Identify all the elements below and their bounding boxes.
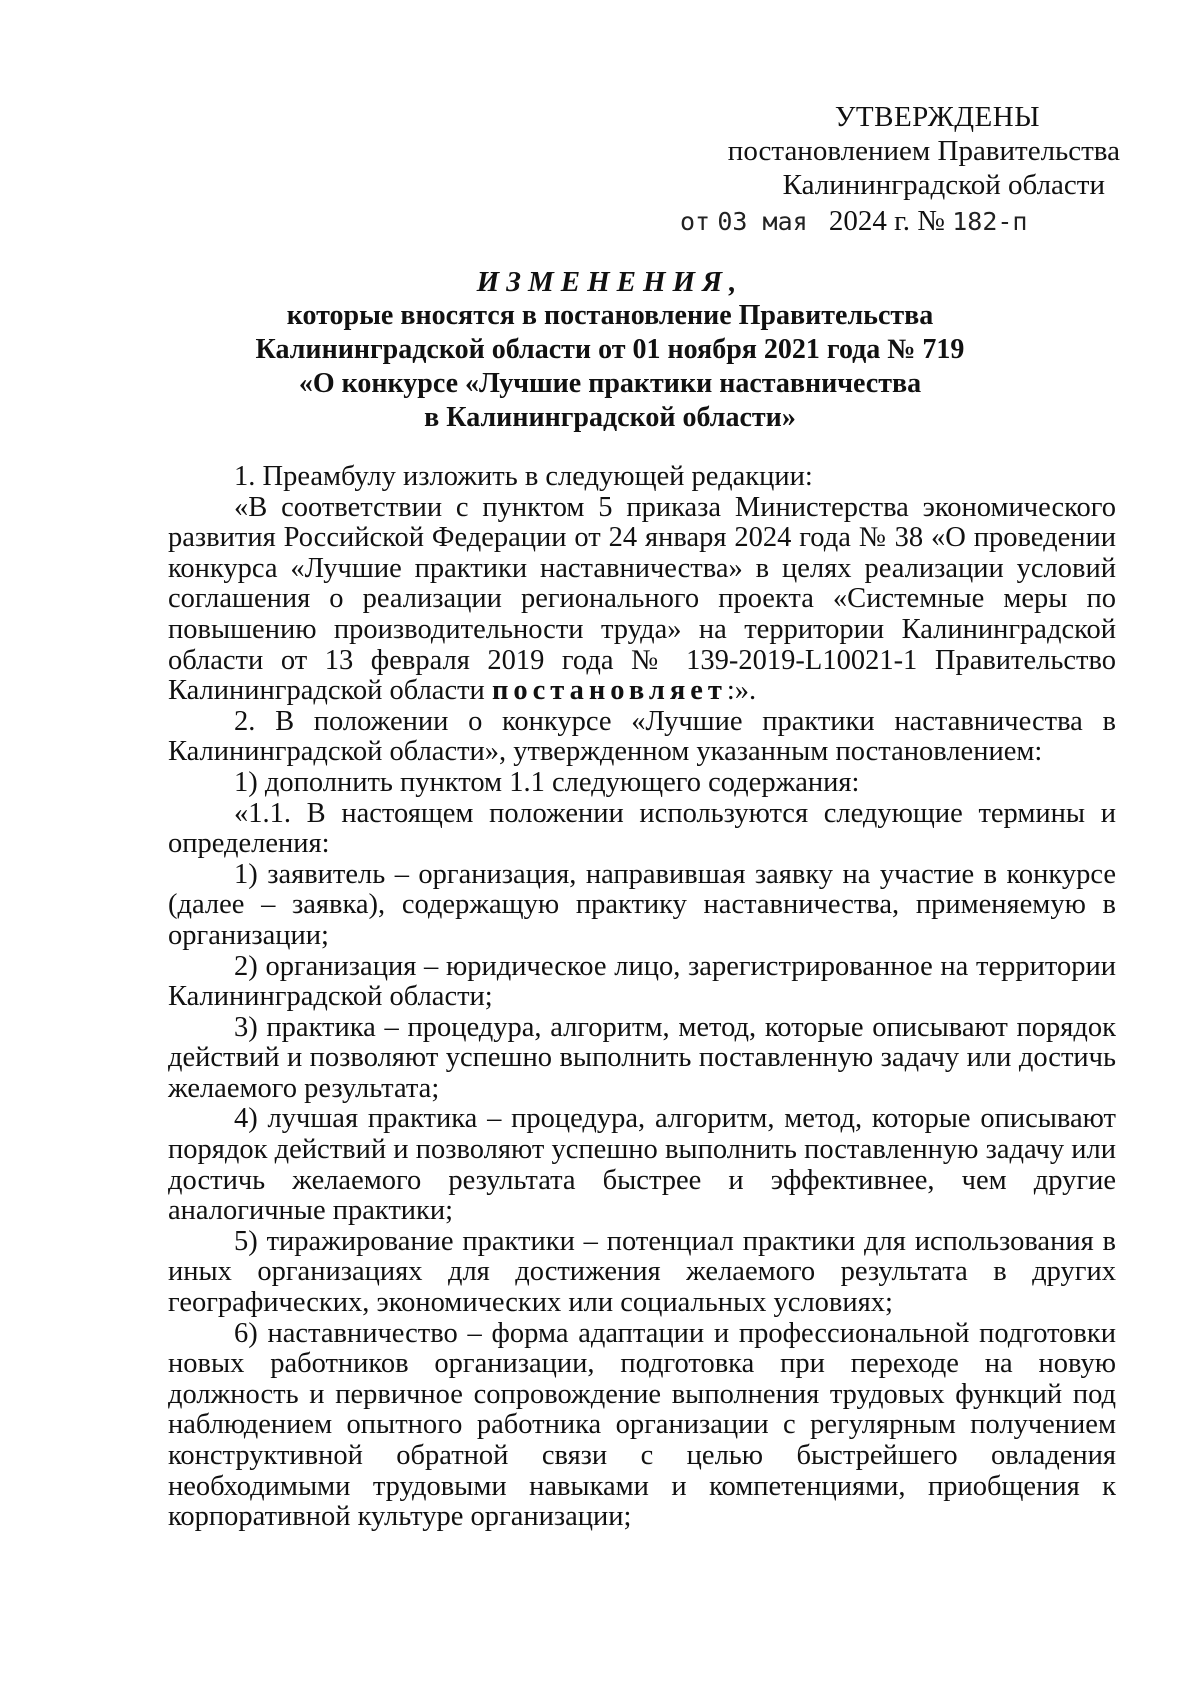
approval-authority: постановлением Правительства [727, 135, 1120, 167]
paragraph-2 [168, 493, 1116, 707]
paragraph-3: 2. В положении о конкурсе «Лучшие практики наставничества в Калининградской области», утвержденном указанным постановлением: [168, 705, 1116, 768]
definition-1: 1) заявитель – организация, направившая заявку на участие в конкурсе (далее – заявка), содержащую практику наставничества, применяемую в организации; [168, 858, 1116, 951]
document-body [168, 462, 1116, 1533]
date-stamp: 03 мая [717, 207, 808, 236]
paragraph-4: 1) дополнить пунктом 1.1 следующего содержания: [234, 766, 860, 798]
title-line-3: «О конкурсе «Лучшие практики наставничества [298, 368, 922, 399]
document-number: 182-п [952, 207, 1028, 236]
date-prefix: от [680, 207, 711, 236]
title-line-1: которые вносятся в постановление Правительства [286, 300, 934, 331]
title-line-4: в Калининградской области» [424, 402, 796, 433]
preamble-end: :». [726, 675, 757, 707]
definition-5: 5) тиражирование практики – потенциал практики для использования в иных организациях для достижения желаемого результата в других географических, экономических или социальных условиях; [168, 1225, 1116, 1319]
definition-6: 6) наставничество – форма адаптации и профессиональной подготовки новых работников организации, подготовка при переходе на новую должность и первичное сопровождение выполнения трудовых функций под наблюдением опытного работника организации с регулярным получением конструктивной обратной связи с целью быстрейшего овладения необходимыми трудовыми навыками и компетенциями, приобщения к корпоративной культуре организации; [168, 1317, 1116, 1533]
approval-region: Калининградской области [782, 169, 1105, 201]
year-text: 2024 г. № [828, 205, 945, 237]
document-title: ИЗМЕНЕНИЯ, [476, 266, 744, 298]
approval-date-line [680, 204, 1130, 239]
title-line-2: Калининградской области от 01 ноября 2021 года № 719 [255, 334, 965, 365]
paragraph-5: «1.1. В настоящем положении используются следующие термины и определения: [168, 797, 1116, 860]
approval-block [680, 100, 1130, 239]
resolves-word: постановляет [491, 675, 727, 707]
approval-title: УТВЕРЖДЕНЫ [834, 101, 1040, 133]
paragraph-1: 1. Преамбулу изложить в следующей редакции: [234, 461, 813, 492]
preamble-text: «В соответствии с пунктом 5 приказа Министерства экономического развития Российской Федерации от 24 января 2024 года № 38 «О проведении конкурса «Лучшие практики наставничества» в целях реализации условий соглашения о реализации регионального проекта «Системные меры по повышению производительности труда» на территории Калининградской области от 13 февраля 2019 года № 139-2019-L10021-1 Правительство Калининградской области [168, 491, 1116, 707]
definition-4: 4) лучшая практика – процедура, алгоритм, метод, которые описывают порядок действий и позволяют успешно выполнить поставленную задачу или достичь желаемого результата быстрее и эффективнее, чем другие аналогичные практики; [168, 1103, 1116, 1227]
definition-3: 3) практика – процедура, алгоритм, метод, которые описывают порядок действий и позволяют успешно выполнить поставленную задачу или достичь желаемого результата; [168, 1011, 1116, 1104]
definition-2: 2) организация – юридическое лицо, зарегистрированное на территории Калининградской области; [168, 950, 1116, 1013]
document-title-block [150, 265, 1070, 435]
